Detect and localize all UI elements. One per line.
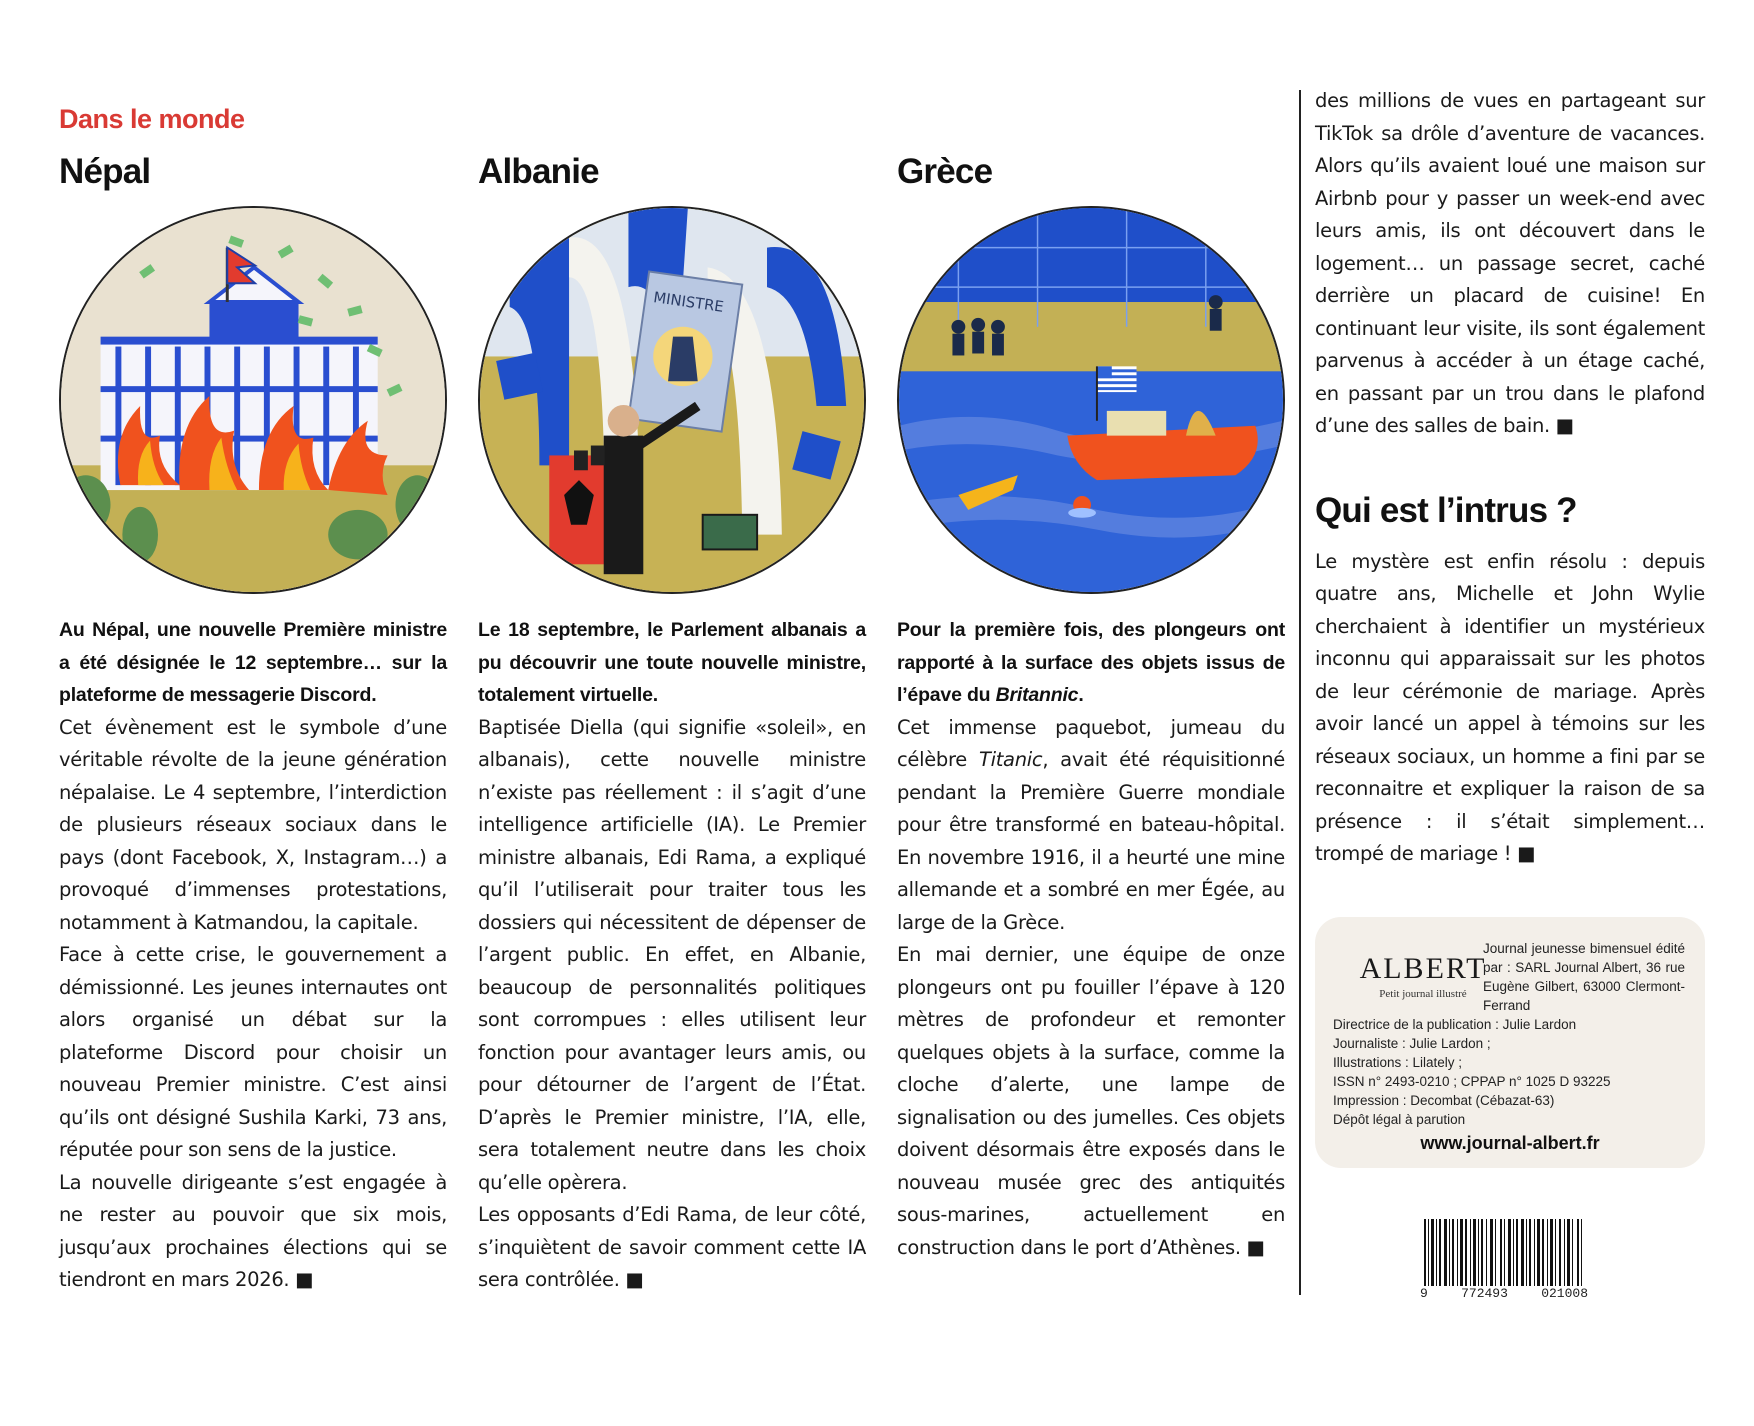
barcode-digits bbox=[1418, 1286, 1590, 1301]
barcode-digit-group: 021008 bbox=[1541, 1286, 1588, 1301]
imprint-line: Illustrations : Lilately ; bbox=[1333, 1055, 1463, 1070]
virtual-minister-image bbox=[480, 208, 864, 592]
right-column bbox=[1315, 85, 1705, 871]
section-label: Dans le monde bbox=[59, 104, 245, 134]
article-paragraph: Les opposants d’Edi Rama, de leur côté, s’inquiètent de savoir comment cette IA sera contrôlée. ■ bbox=[478, 1203, 866, 1291]
intrus-title: Qui est l’intrus ? bbox=[1315, 490, 1577, 530]
nepal-illustration bbox=[59, 206, 447, 594]
article-paragraph: Face à cette crise, le gouvernement a démissionné. Les jeunes internautes ont alors organisé un débat sur la plateforme Discord pour choisir un nouveau Premier ministre. C’est ainsi qu’ils ont désigné Sushila Karki, 73 ans, réputée pour son sens de la justice. bbox=[59, 943, 447, 1161]
albanie-illustration bbox=[478, 206, 866, 594]
article-paragraph: Cet évènement est le symbole d’une véritable révolte de la jeune génération népalaise. Le 4 septembre, l’interdiction de plusieurs réseaux sociaux dans le pays (dont Facebook, X, Instagram…) a provoqué d’immenses protestations, notamment à Katmandou, la capitale. bbox=[59, 715, 447, 934]
article-title: Grèce bbox=[897, 152, 993, 191]
barcode-digit-group: 9 bbox=[1420, 1286, 1428, 1301]
article-albanie bbox=[478, 150, 866, 1297]
imprint-line: Directrice de la publication : Julie Lardon bbox=[1333, 1017, 1577, 1032]
column-divider bbox=[1299, 90, 1301, 1295]
paragraph-text: , avait été réquisitionné pendant la Première Guerre mondiale pour être transformé en bateau-hôpital. En novembre 1916, il a heurté une mine allemande et a sombré en mer Égée, au large de la Grèce. bbox=[897, 748, 1285, 934]
website-link[interactable]: www.journal-albert.fr bbox=[1420, 1133, 1600, 1153]
continued-article: des millions de vues en partageant sur TikTok sa drôle d’aventure de vacances. Alors qu’ils avaient loué une maison sur Airbnb pour y passer un week-end avec leurs amis, ils ont découvert dans le logement… un passage secret, caché derrière un placard de cuisine! En continuant leur visite, ils sont également parvenus à accéder à un étage caché, en passant par un trou dans le plafond d’une des salles de bain. ■ bbox=[1315, 89, 1705, 437]
imprint-line: ISSN n° 2493-0210 ; CPPAP n° 1025 D 93225 bbox=[1333, 1074, 1611, 1089]
article-title: Albanie bbox=[478, 152, 599, 191]
ship-name: Britannic bbox=[995, 684, 1079, 706]
article-grece bbox=[897, 150, 1285, 1264]
imprint-line: Dépôt légal à parution bbox=[1333, 1112, 1466, 1127]
publisher-info: Journal jeunesse bimensuel édité par : SARL Journal Albert, 36 rue Eugène Gilbert, 63000 Clermont-Ferrand bbox=[1483, 941, 1685, 1013]
article-paragraph: Baptisée Diella (qui signifie «soleil», en albanais), cette nouvelle ministre n’existe pas réellement : il s’agit d’une intelligence artificielle (IA). Le Premier ministre albanais, Edi Rama, a expliqué qu’il l’utiliserait pour traiter tous les dossiers qui nécessitent de dépenser de l’argent public. En effet, en Albanie, beaucoup de personnalités politiques sont corrompues : elles utilisent leur fonction pour avantager leurs amis, ou pour détourner de l’argent de l’État. D’après le Premier ministre, l’IA, elle, sera totalement neutre dans les choix qu’elle opèrera. bbox=[478, 715, 866, 1194]
lead-text: Pour la première fois, des plongeurs ont rapporté à la surface des objets issus de l’épave du bbox=[897, 619, 1285, 706]
logo-title: ALBERT bbox=[1359, 952, 1487, 985]
logo-subtitle: Petit journal illustré bbox=[1379, 988, 1467, 1000]
article-lead: Au Népal, une nouvelle Première ministre a été désignée le 12 septembre… sur la plateforme de messagerie Discord. bbox=[59, 619, 447, 706]
article-lead: Le 18 septembre, le Parlement albanais a pu découvrir une toute nouvelle ministre, totalement virtuelle. bbox=[478, 619, 866, 706]
article-paragraph: En mai dernier, une équipe de onze plongeurs ont pu fouiller l’épave à 120 mètres de profondeur et remonter quelques objets à la surface, comme la cloche d’alerte, une lampe de signalisation ou des jumelles. Ces objets doivent désormais être exposés dans le nouveau musée grec des antiquités sous-marines, actuellement en construction dans le port d’Athènes. ■ bbox=[897, 943, 1285, 1259]
article-title: Népal bbox=[59, 152, 151, 191]
barcode-digit-group: 772493 bbox=[1461, 1286, 1508, 1301]
article-paragraph bbox=[897, 712, 1285, 940]
imprint-line: Journaliste : Julie Lardon ; bbox=[1333, 1036, 1491, 1051]
imprint-lines bbox=[1333, 1015, 1693, 1129]
ministre-sign: MINISTRE bbox=[652, 289, 725, 316]
lead-text: . bbox=[1078, 684, 1084, 706]
shipwreck-divers-image bbox=[899, 208, 1283, 592]
ship-name: Titanic bbox=[978, 748, 1043, 771]
grece-illustration bbox=[897, 206, 1285, 594]
article-paragraph: La nouvelle dirigeante s’est engagée à ne rester au pouvoir que six mois, jusqu’aux prochaines élections qui se tiendront en mars 2026. ■ bbox=[59, 1170, 447, 1291]
imprint-line: Impression : Decombat (Cébazat-63) bbox=[1333, 1093, 1555, 1108]
albert-logo bbox=[1343, 953, 1503, 1000]
article-lead bbox=[897, 614, 1285, 712]
article-nepal bbox=[59, 150, 447, 1297]
paragraph-text: Cet immense paquebot, jumeau du célèbre bbox=[897, 715, 1285, 771]
intrus-paragraph: Le mystère est enfin résolu : depuis quatre ans, Michelle et John Wylie cherchaient à identifier un mystérieux inconnu qui apparaissait sur les photos de leur cérémonie de mariage. Après avoir lancé un appel à témoins sur les réseaux sociaux, un homme a fini par se reconnaitre et expliquer la raison de sa présence : il s’était simplement… trompé de mariage ! ■ bbox=[1315, 549, 1705, 865]
burning-parliament-image bbox=[61, 208, 445, 592]
imprint-box bbox=[1315, 917, 1705, 1168]
